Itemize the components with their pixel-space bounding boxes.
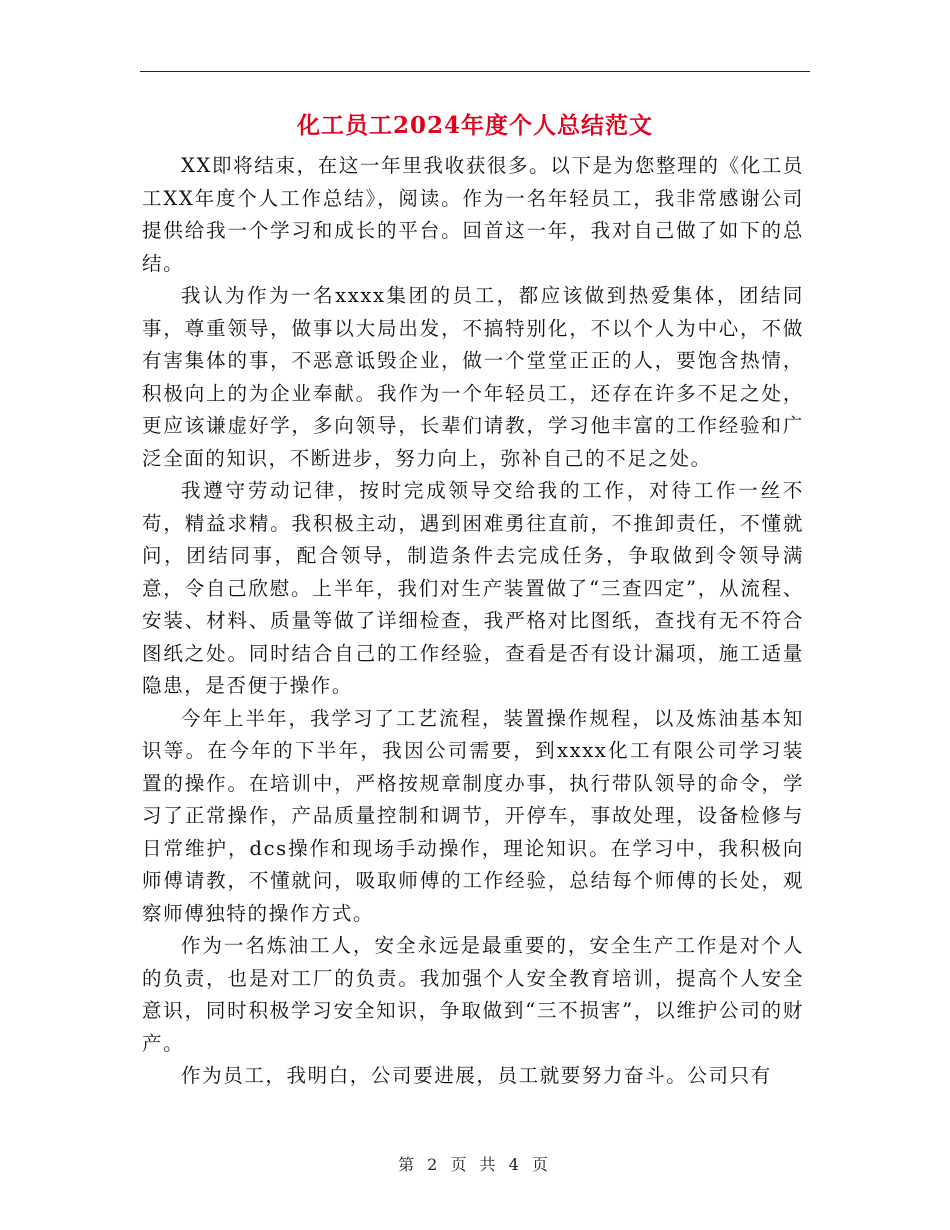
paragraph-3: 我遵守劳动记律，按时完成领导交给我的工作，对待工作一丝不苟，精益求精。我积极主动，遇到困难勇往直前，不推卸责任，不懂就问，团结同事，配合领导，制造条件去完成任务，争取做到令领导满意，令自己欣慰。上半年，我们对生产装置做了“三查四定”，从流程、安装、材料、质量等做了详细检查，我严格对比图纸，查找有无不符合图纸之处。同时结合自己的工作经验，查看是否有设计漏项，施工适量隐患，是否便于操作。 (142, 479, 804, 697)
page-number: 第 2 页 共 4 页 (398, 1155, 552, 1174)
paragraph-6: 作为员工，我明白，公司要进展，员工就要努力奋斗。公司只有 (181, 1064, 772, 1087)
paragraph-5: 作为一名炼油工人，安全永远是最重要的，安全生产工作是对个人的负责，也是对工厂的负责。我加强个人安全教育培训，提高个人安全意识，同时积极学习安全知识，争取做到“三不损害”，以维护公司的财产。 (142, 934, 804, 1055)
paragraph-4: 今年上半年，我学习了工艺流程，装置操作规程，以及炼油基本知识等。在今年的下半年，我因公司需要，到xxxx化工有限公司学习装置的操作。在培训中，严格按规章制度办事，执行带队领导的命令，学习了正常操作，产品质量控制和调节，开停车，事故处理，设备检修与日常维护，dcs操作和现场手动操作，理论知识。在学习中，我积极向师傅请教，不懂就问，吸取师傅的工作经验，总结每个师傅的长处，观察师傅独特的操作方式。 (142, 706, 804, 925)
document-title: 化工员工2024年度个人总结范文 (296, 112, 653, 139)
paragraph-1: XX即将结束，在这一年里我收获很多。以下是为您整理的《化工员工XX年度个人工作总结》，阅读。作为一名年轻员工，我非常感谢公司提供给我一个学习和成长的平台。回首这一年，我对自己做了如下的总结。 (142, 154, 804, 275)
paragraph-2: 我认为作为一名xxxx集团的员工，都应该做到热爱集体，团结同事，尊重领导，做事以大局出发，不搞特别化，不以个人为中心，不做有害集体的事，不恶意诋毁企业，做一个堂堂正正的人，要饱含热情，积极向上的为企业奉献。我作为一个年轻员工，还存在许多不足之处，更应该谦虚好学，多向领导，长辈们请教，学习他丰富的工作经验和广泛全面的知识，不断进步，努力向上，弥补自己的不足之处。 (142, 284, 804, 470)
document-body (142, 150, 804, 1093)
header-rule (140, 71, 810, 72)
